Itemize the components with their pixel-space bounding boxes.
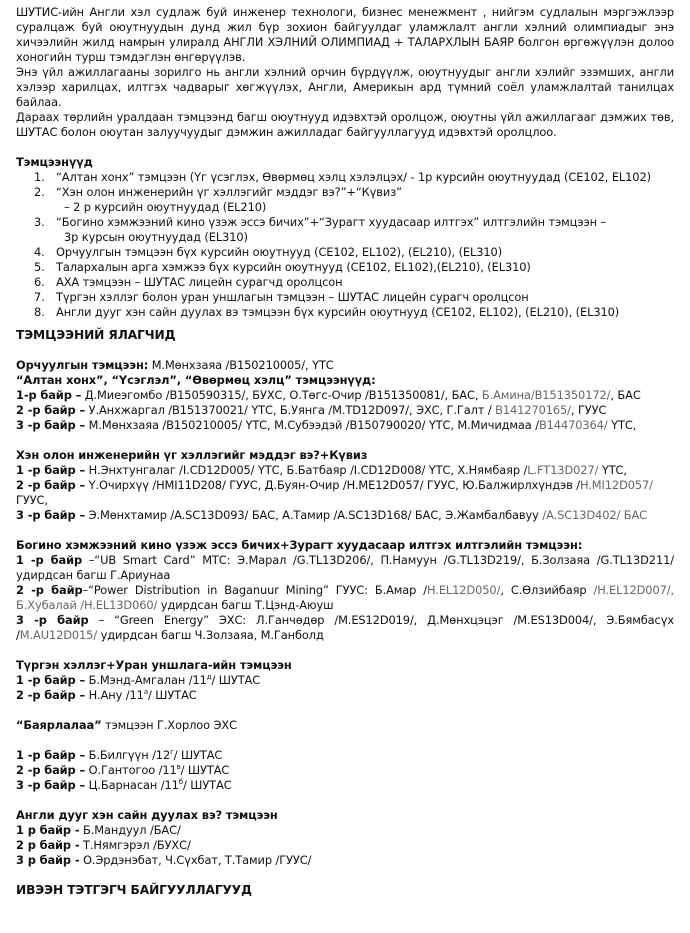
thanks-heading: “Баярлалаа” — [16, 718, 102, 732]
thanks-heading-tail: тэмцээн — [101, 718, 154, 732]
place-label: 2 р байр - — [16, 838, 80, 852]
place-text-gray: Б.Амина/B151350172/ — [481, 388, 611, 402]
place-text-gray: M.AU12D015/ — [19, 628, 98, 642]
place-label: 2 -р байр — [16, 583, 83, 597]
place-text-tail: ГУУС, — [16, 493, 48, 507]
place-text: Н.Ану /11 — [85, 688, 144, 702]
list-number: 8. — [34, 305, 45, 319]
list-item-text: АХА тэмцээн – ШУТАС лицейн сурагчд оролцсон — [56, 275, 343, 289]
place-text: –“Power Distribution in Baganuur Mining” ГУУС: Б.Амар / — [82, 583, 428, 597]
place-label: 1 -р байр – — [16, 673, 86, 687]
engineering-heading: Хэн олон инженерийн үг хэллэгийг мэддэг вэ?+Күвиз — [16, 448, 368, 462]
place-text: О.Эрдэнэбат, Ч.Сүхбат, Т.Тамир /ГУУС/ — [79, 853, 312, 867]
tongue-twister-place-2 — [16, 688, 674, 703]
place-label: 3 -р байр – — [16, 508, 86, 522]
place-text-gray: B14470364/ — [538, 418, 608, 432]
list-number: 3. — [34, 215, 45, 229]
place-text: Б.Билгүүн /12 — [85, 748, 171, 762]
place-text-gray: /A.SC13D402/ БАС — [542, 508, 648, 522]
place-label: 1-р байр – — [16, 388, 82, 402]
song-place-2 — [16, 838, 674, 853]
place-text-tail: , ГУУС — [570, 403, 607, 417]
place-label: 3 -р байр – — [16, 778, 86, 792]
list-item-text: “Алтан хонх” тэмцээн (Үг үсэглэх, Өвөрмөц хэлц хэлэлцэх/ - 1р курсийн оюутнуудад (CE102, EL102) — [56, 170, 651, 184]
sponsors-heading: ИВЭЭН ТЭТГЭГЧ БАЙГУУЛЛАГУУД — [16, 883, 252, 897]
place-text: Д.Миеэгомбо /B150590315/, БУХС, О.Төгс-Очир /B151350081/, БАС, — [81, 388, 482, 402]
song-heading: Англи дууг хэн сайн дуулах вэ? тэмцээн — [16, 808, 278, 822]
list-item-text: Англи дууг хэн сайн дуулах вэ тэмцээн бүх курсийн оюутнууд (CE102, EL102), (EL210), (EL310) — [56, 305, 620, 319]
list-item — [16, 275, 674, 290]
list-item — [16, 215, 674, 245]
place-label: 1 -р байр – — [16, 463, 86, 477]
place-text-gray: H.EL12D050/ — [427, 583, 501, 597]
intro-paragraph-3: Дараах төрлийн уралдаан тэмцээнд багш оюутнууд идэвхтэй оролцож, оюутны үйл ажиллагааг дэмжих төв, ШУТАС болон оюутан залуучуудыг дэмжин ажилладаг байгууллагууд идэвхтэй оролцлоо. — [16, 110, 674, 139]
place-text-tail: / ШУТАС — [148, 688, 197, 702]
place-text: Н.Энхтунгалаг /I.CD12D005/ ҮТС, Б.Батбаяр /I.CD12D008/ ҮТС, Х.Нямбаяр / — [85, 463, 528, 477]
place-label: 2 -р байр – — [16, 688, 86, 702]
list-item — [16, 245, 674, 260]
place-label: 2 -р байр – — [16, 478, 86, 492]
winners-heading: ТЭМЦЭЭНИЙ ЯЛАГЧИД — [16, 328, 176, 342]
place-label: 3 -р байр — [16, 613, 89, 627]
place-text: Т.Нямгэрэл /БУХС/ — [79, 838, 191, 852]
place-label: 1 -р байр — [16, 553, 82, 567]
place-text: Б.Мандуул /БАС/ — [79, 823, 181, 837]
place-label: 2 -р байр – — [16, 403, 86, 417]
engineering-place-3 — [16, 508, 674, 523]
short-film-place-2 — [16, 583, 674, 613]
thanks-contest-line — [16, 718, 674, 733]
list-number: 1. — [34, 170, 45, 184]
place-text-gray: B141270165/ — [495, 403, 571, 417]
place-text: –“UB Smart Card” МТС: Э.Марал /G.TL13D206/, П.Намуун /G.TL13D219/, Б.Золзаяа /G.TL13D211/ удирдсан багш Г.Ариунаа — [16, 553, 674, 582]
tongue-twister-heading: Түргэн хэллэг+Уран уншлага-ийн тэмцээн — [16, 658, 292, 672]
golden-bell-place-2 — [16, 403, 674, 418]
place-text-tail: / ШУТАС — [211, 673, 261, 687]
place-text-tail: удирдсан багш Т.Цэнд-Аюуш — [157, 598, 334, 612]
contests-list — [16, 170, 674, 320]
thanks-place-3 — [16, 778, 674, 793]
place-text-tail: / ШУТАС — [180, 763, 230, 777]
short-film-place-3 — [16, 613, 674, 643]
list-item-text: “Хэн олон инженерийн үг хэллэгийг мэддэг вэ?”+“Күвиз” — [56, 185, 402, 199]
grade-letter: г — [170, 748, 174, 757]
song-place-1 — [16, 823, 674, 838]
intro-paragraph-2: Энэ үйл ажиллагааны зорилго нь англи хэлний орчин бүрдүүлж, оюутнуудыг англи хэлийг эзэмших, англи хэлээр харилцах, илтгэх чадварыг хөгжүүлэх, Англи, Америкын ард түмний соёл уламжлалтай танилцах байлаа. — [16, 65, 674, 109]
place-label: 3 р байр - — [16, 853, 80, 867]
place-text: У.Анхжаргал /B151370021/ ҮТС, Б.Уянга /M.TD12D097/, ЭХС, Г.Галт / — [85, 403, 496, 417]
translation-winner — [16, 358, 674, 373]
place-text: Ү.Очирхүү /HMI11D208/ ГУУС, Д.Буян-Очир /H.ME12D057/ ГУУС, Ю.Балжирлхүндэв / — [85, 478, 580, 492]
place-text: О.Гантогоо /11 — [85, 763, 177, 777]
place-text-tail: ҮТС, — [607, 418, 637, 432]
place-text-tail: , БАС — [610, 388, 641, 402]
place-text-gray: /H.EL12D007/, Б.Хубалай /H.EL13D060/ — [16, 583, 674, 612]
place-label: 1 -р байр – — [16, 748, 86, 762]
thanks-place-2 — [16, 763, 674, 778]
place-label: 1 р байр - — [16, 823, 80, 837]
list-item-text-continued: 3р курсын оюутнуудад (EL310) — [64, 230, 248, 244]
engineering-place-1 — [16, 463, 674, 478]
place-text: , С.Өлзийбаяр — [500, 583, 594, 597]
list-item-text-continued: – 2 р курсийн оюутнуудад (EL210) — [64, 200, 267, 214]
place-text-tail: / ШУТАС — [182, 778, 232, 792]
short-film-place-1 — [16, 553, 674, 583]
place-text: Б.Мэнд-Амгалан /11 — [85, 673, 207, 687]
grade-letter: в — [176, 763, 181, 772]
list-item — [16, 185, 674, 215]
list-number: 4. — [34, 245, 45, 259]
list-number: 2. — [34, 185, 45, 199]
place-label: 3 -р байр – — [16, 418, 86, 432]
list-item — [16, 290, 674, 305]
place-text-gray: H.MI12D057/ — [580, 478, 653, 492]
list-item — [16, 305, 674, 320]
translation-label: Орчуулгын тэмцээн: — [16, 358, 149, 372]
golden-bell-place-3 — [16, 418, 674, 433]
place-text: М.Мөнхзаяа /B150210005/ ҮТС, М.Субээдэй /B150790020/ ҮТС, М.Мичидмаа / — [85, 418, 539, 432]
intro-paragraph-1: ШУТИС-ийн Англи хэл судлаж буй инженер технологи, бизнес менежмент , нийгэм судлалын мэргэжлээр суралцаж буй оюутнуудын дунд жил бүр зохион байгуулдаг уламжлалт англи хэлний олимпиадыг энэ хичээлийн жилд намрын улиралд АНГЛИ ХЭЛНИЙ ОЛИМПИАД + ТАЛАРХЛЫН БАЯР болгон өргөжүүлэн долоо хоногийн турш тэмдэглэн өнгөрүүлэв. — [16, 5, 674, 64]
golden-bell-place-1 — [16, 388, 674, 403]
golden-bell-heading: “Алтан хонх”, “Үсэглэл”, “Өвөрмөц хэлц” тэмцээнүүд: — [16, 373, 376, 387]
short-film-heading: Богино хэмжээний кино үзэж эссэ бичих+Зурагт хуудасаар илтгэх илтгэлийн тэмцээн: — [16, 538, 583, 552]
place-text-tail: / ШУТАС — [173, 748, 223, 762]
grade-letter: б — [178, 778, 183, 787]
grade-letter: д — [206, 673, 212, 682]
thanks-organizer: Г.Хорлоо ЭХС — [153, 718, 237, 732]
place-text-tail: ҮТС, — [598, 463, 627, 477]
list-item-text: Түргэн хэллэг болон уран уншлагын тэмцээн – ШУТАС лицейн сурагч оролцсон — [56, 290, 529, 304]
grade-letter: а — [143, 688, 149, 697]
place-text: Э.Мөнхтамир /A.SC13D093/ БАС, А.Тамир /A.SC13D168/ БАС, Э.Жамбалбавуу — [85, 508, 543, 522]
list-item-text: Талархалын арга хэмжээ бүх курсийн оюутнууд (CE102, EL102),(EL210), (EL310) — [56, 260, 531, 274]
place-text: – “Green Energy” ЭХС: Л.Ганчөдөр /M.ES12D019/, Д.Мөнхцэцэг /M.ES13D004/, Э.Бямбасүх / — [16, 613, 674, 642]
list-number: 5. — [34, 260, 45, 274]
thanks-place-1 — [16, 748, 674, 763]
tongue-twister-place-1 — [16, 673, 674, 688]
song-place-3 — [16, 853, 674, 868]
translation-text: М.Мөнхзаяа /B150210005/, ҮТС — [148, 358, 334, 372]
engineering-place-2 — [16, 478, 674, 508]
place-text-tail: удирдсан багш Ч.Золзаяа, М.Ганболд — [97, 628, 324, 642]
place-text: Ц.Барнасан /11 — [85, 778, 179, 792]
list-item-text: Орчуулгын тэмцээн бүх курсийн оюутнууд (CE102, EL102), (EL210), (EL310) — [56, 245, 503, 259]
contests-heading: Тэмцээнүүд — [16, 155, 93, 169]
list-number: 6. — [34, 275, 45, 289]
list-item — [16, 170, 674, 185]
list-item-text: “Богино хэмжээний кино үзэж эссэ бичих”+“Зурагт хуудасаар илтгэх” илтгэлийн тэмцээн – — [56, 215, 607, 229]
list-number: 7. — [34, 290, 45, 304]
place-text-gray: L.FT13D027/ — [527, 463, 599, 477]
place-label: 2 -р байр – — [16, 763, 86, 777]
list-item — [16, 260, 674, 275]
